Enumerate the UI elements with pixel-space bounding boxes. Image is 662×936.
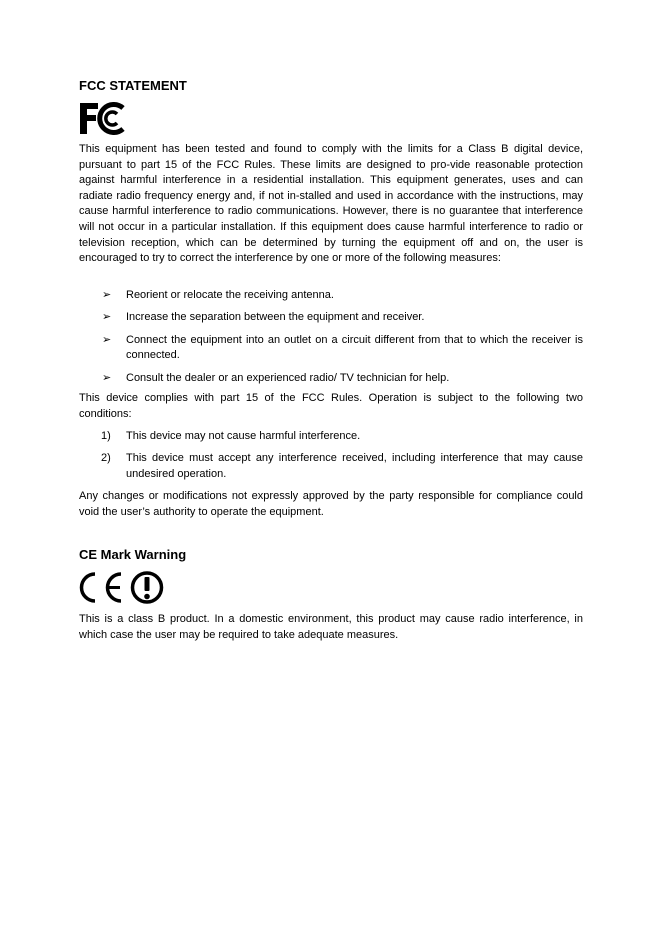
changes-paragraph: Any changes or modifications not expressly approved by the party responsible for compliance could void the user’s authority to operate the equipment. [79,490,583,518]
ce-mark-icon [79,571,165,604]
list-item [79,371,583,387]
list-item-text: This device may not cause harmful interference. [126,430,361,442]
list-item-text: Increase the separation between the equipment and receiver. [126,311,425,324]
fcc-statement-paragraph: This equipment has been tested and found to comply with the limits for a Class B digital device, pursuant to part 15 of the FCC Rules. These limits are designed to pro-vide reasonable protection against harmful interference in a residential installation. This equipment generates, uses and can radiate radio frequency energy and, if not in-stalled and used in accordance with the instructions, may cause harmful interference to radio communications. However, there is no guarantee that interference will not occur in a particular installation. If this equipment does cause harmful interference to radio or television reception, which can be determined by turning the equipment off and on, the user is encouraged to try to correct the interference by one or more of the following measures: [79,143,583,265]
bullet-arrow-icon: ➢ [102,333,112,346]
list-item-text: Consult the dealer or an experienced radio/ TV technician for help. [126,371,450,384]
list-item [79,451,583,482]
list-item-text: This device must accept any interference received, including interference that may cause undesired operation. [126,452,583,480]
bullet-arrow-icon: ➢ [102,371,112,384]
list-item [79,288,583,304]
list-item-text: Reorient or relocate the receiving antenna. [126,289,334,301]
ce-warning-paragraph: This is a class B product. In a domestic environment, this product may cause radio interference, in which case the user may be required to take adequate measures. [79,613,583,641]
ce-mark-title: CE Mark Warning [79,547,187,562]
fcc-logo-icon [79,102,125,135]
list-item [79,310,583,326]
bullet-arrow-icon: ➢ [102,311,112,324]
conditions-list [79,429,583,489]
compliance-paragraph: This device complies with part 15 of the FCC Rules. Operation is subject to the following two conditions: [79,392,583,420]
list-item [79,429,583,445]
list-item-text: Connect the equipment into an outlet on a circuit different from that to which the receiver is connected. [126,333,583,362]
interference-measures-list [79,288,583,393]
list-item [79,333,583,364]
list-number: 1) [101,430,111,442]
list-number: 2) [101,452,111,465]
bullet-arrow-icon: ➢ [102,289,112,301]
fcc-statement-title: FCC STATEMENT [79,78,187,93]
